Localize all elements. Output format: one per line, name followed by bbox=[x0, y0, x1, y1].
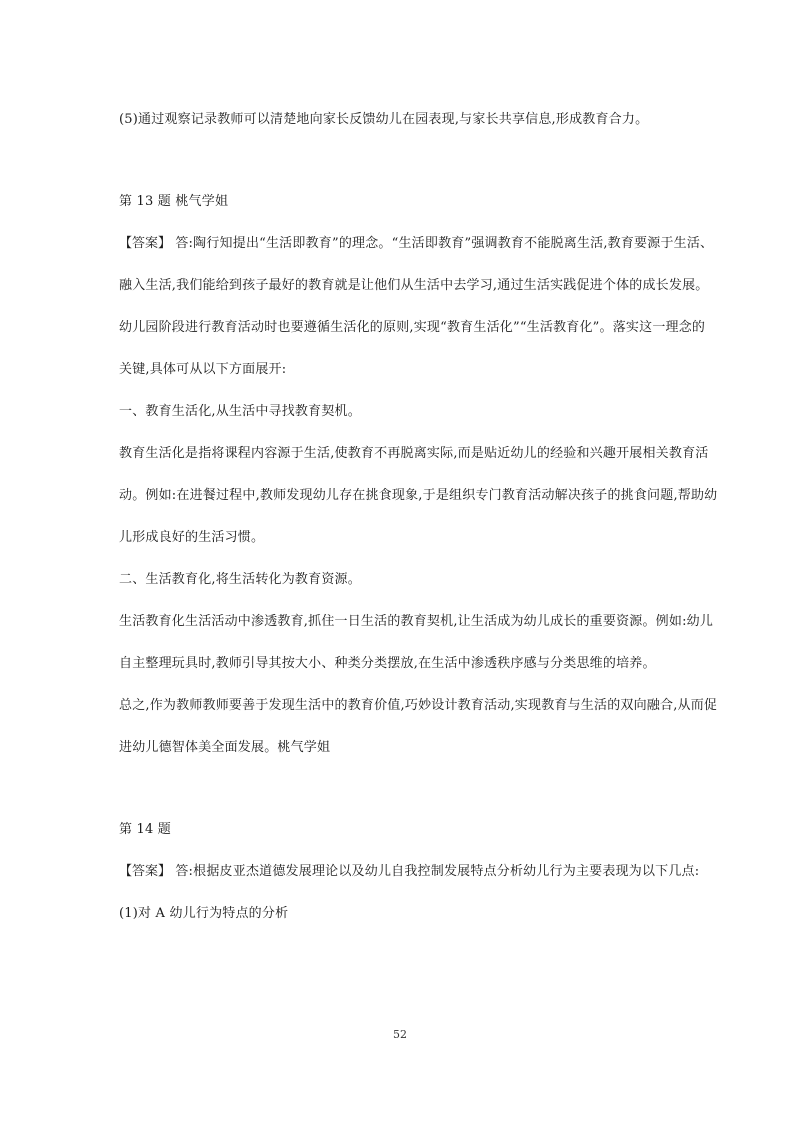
summary-line-1: 总之,作为教师教师要善于发现生活中的教育价值,巧妙设计教育活动,实现教育与生活的双向融合,从而促 bbox=[119, 698, 718, 713]
answer-text: 答:根据皮亚杰道德发展理论以及幼儿自我控制发展特点分析幼儿行为主要表现为以下几点: bbox=[175, 864, 700, 879]
question-13-answer-line-2: 融入生活,我们能给到孩子最好的教育就是让他们从生活中去学习,通过生活实践促进个体的成长发展。 bbox=[119, 278, 709, 293]
point-2-line-2: 自主整理玩具时,教师引导其按大小、种类分类摆放,在生活中渗透秩序感与分类思维的培养。 bbox=[119, 656, 656, 671]
question-13-answer-line-1 bbox=[119, 236, 713, 252]
page-number: 52 bbox=[393, 1028, 407, 1041]
paragraph-line: (5)通过观察记录教师可以清楚地向家长反馈幼儿在园表现,与家长共享信息,形成教育合力。 bbox=[119, 112, 649, 127]
summary-line-2: 进幼儿德智体美全面发展。桃气学姐 bbox=[119, 740, 331, 755]
point-1-line-1: 教育生活化是指将课程内容源于生活,使教育不再脱离实际,而是贴近幼儿的经验和兴趣开展相关教育活 bbox=[119, 446, 709, 461]
question-13-heading: 第 13 题 桃气学姐 bbox=[119, 194, 229, 209]
question-14-answer-line-2: (1)对 A 幼儿行为特点的分析 bbox=[119, 906, 289, 921]
answer-tag: 【答案】 bbox=[119, 864, 172, 879]
point-1-title: 一、教育生活化,从生活中寻找教育契机。 bbox=[119, 404, 361, 419]
point-2-line-1: 生活教育化生活活动中渗透教育,抓住一日生活的教育契机,让生活成为幼儿成长的重要资源。例如:幼儿 bbox=[119, 614, 714, 629]
question-13-answer-line-3: 幼儿园阶段进行教育活动时也要遵循生活化的原则,实现“教育生活化”“生活教育化”。落实这一理念的 bbox=[119, 320, 706, 335]
question-14-answer-line-1 bbox=[119, 864, 699, 880]
answer-tag: 【答案】 bbox=[119, 236, 172, 251]
answer-text: 答:陶行知提出“生活即教育”的理念。“生活即教育”强调教育不能脱离生活,教育要源于生活、 bbox=[175, 236, 714, 251]
question-14-heading: 第 14 题 bbox=[119, 822, 172, 837]
point-2-title: 二、生活教育化,将生活转化为教育资源。 bbox=[119, 572, 361, 587]
question-13-answer-line-4: 关键,具体可从以下方面展开: bbox=[119, 362, 287, 377]
point-1-line-3: 儿形成良好的生活习惯。 bbox=[119, 530, 265, 545]
point-1-line-2: 动。例如:在进餐过程中,教师发现幼儿存在挑食现象,于是组织专门教育活动解决孩子的挑食问题,帮助幼 bbox=[119, 488, 718, 503]
